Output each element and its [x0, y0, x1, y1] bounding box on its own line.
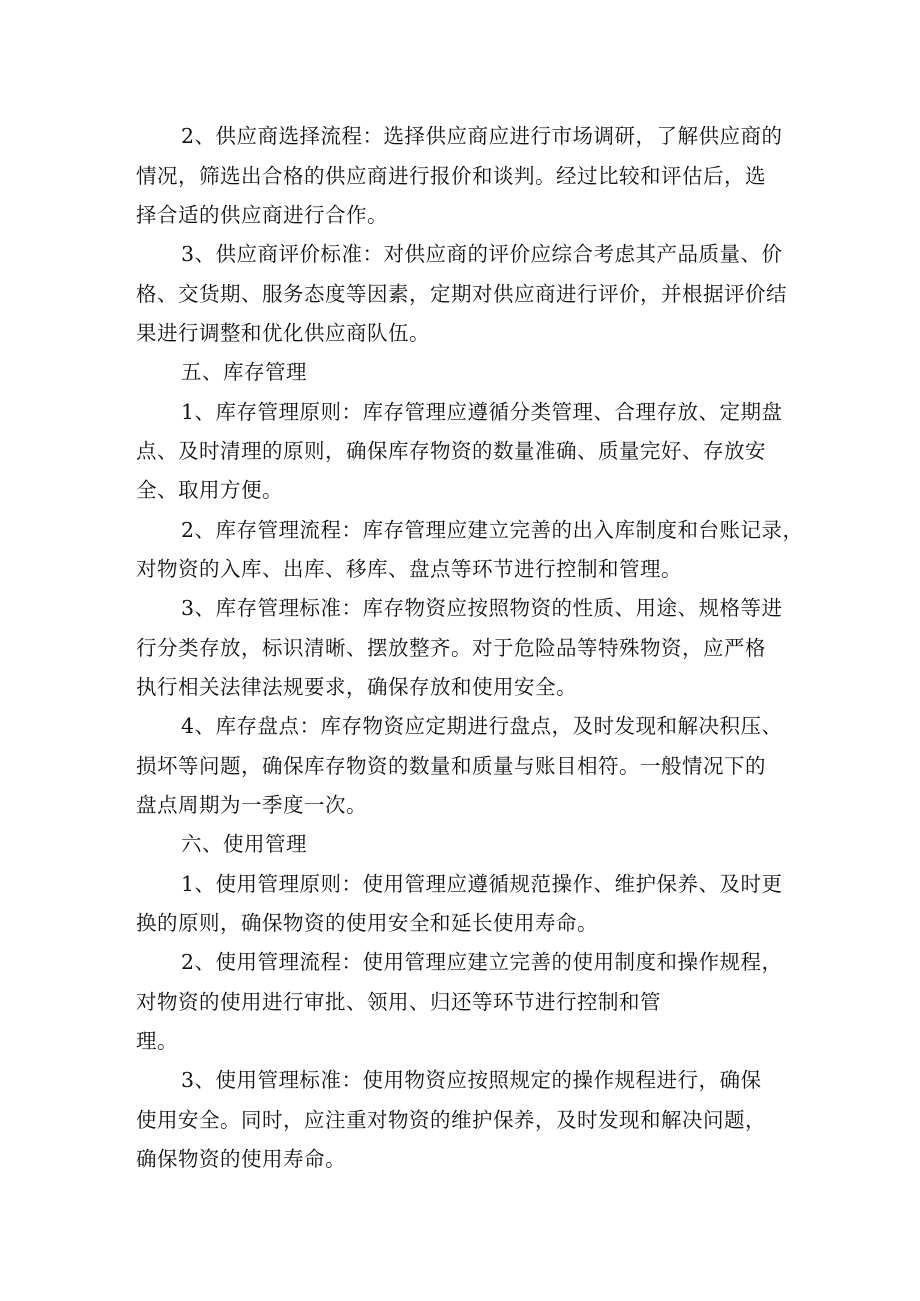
text-line: 对物资的入库、出库、移库、盘点等环节进行控制和管理。 — [136, 557, 682, 581]
text-line: 果进行调整和优化供应商队伍。 — [136, 321, 430, 345]
text-line: 换的原则，确保物资的使用安全和延长使用寿命。 — [136, 911, 598, 935]
text-line: 情况，筛选出合格的供应商进行报价和谈判。经过比较和评估后，选 — [136, 164, 766, 188]
text-line: 格、交货期、服务态度等因素，定期对供应商进行评价，并根据评价结 — [136, 282, 787, 306]
text-line: 2、使用管理流程：使用管理应建立完善的使用制度和操作规程， — [181, 950, 783, 974]
text-line: 对物资的使用进行审批、领用、归还等环节进行控制和管 — [136, 990, 661, 1014]
text-line: 确保物资的使用寿命。 — [136, 1147, 346, 1171]
text-line: 2、库存管理流程：库存管理应建立完善的出入库制度和台账记录， — [181, 518, 804, 542]
text-line: 4、库存盘点：库存物资应定期进行盘点，及时发现和解决积压、 — [181, 714, 783, 738]
section-heading-usage: 六、使用管理 — [181, 832, 307, 856]
text-line: 3、供应商评价标准：对供应商的评价应综合考虑其产品质量、价 — [181, 242, 783, 266]
text-line: 3、使用管理标准：使用物资应按照规定的操作规程进行，确保 — [181, 1068, 762, 1092]
text-line: 理。 — [136, 1029, 178, 1053]
text-line: 点、及时清理的原则，确保库存物资的数量准确、质量完好、存放安 — [136, 439, 766, 463]
text-line: 择合适的供应商进行合作。 — [136, 203, 388, 227]
text-line: 2、供应商选择流程：选择供应商应进行市场调研，了解供应商的 — [181, 124, 783, 148]
text-line: 全、取用方便。 — [136, 478, 283, 502]
text-line: 盘点周期为一季度一次。 — [136, 793, 367, 817]
text-line: 使用安全。同时，应注重对物资的维护保养，及时发现和解决问题， — [136, 1108, 766, 1132]
text-line: 1、使用管理原则：使用管理应遵循规范操作、维护保养、及时更 — [181, 872, 783, 896]
text-line: 1、库存管理原则：库存管理应遵循分类管理、合理存放、定期盘 — [181, 400, 783, 424]
section-heading-inventory: 五、库存管理 — [181, 360, 307, 384]
text-line: 行分类存放，标识清晰、摆放整齐。对于危险品等特殊物资，应严格 — [136, 636, 766, 660]
text-line: 3、库存管理标准：库存物资应按照物资的性质、用途、规格等进 — [181, 596, 783, 620]
text-line: 损坏等问题，确保库存物资的数量和质量与账目相符。一般情况下的 — [136, 754, 766, 778]
text-line: 执行相关法律法规要求，确保存放和使用安全。 — [136, 675, 577, 699]
